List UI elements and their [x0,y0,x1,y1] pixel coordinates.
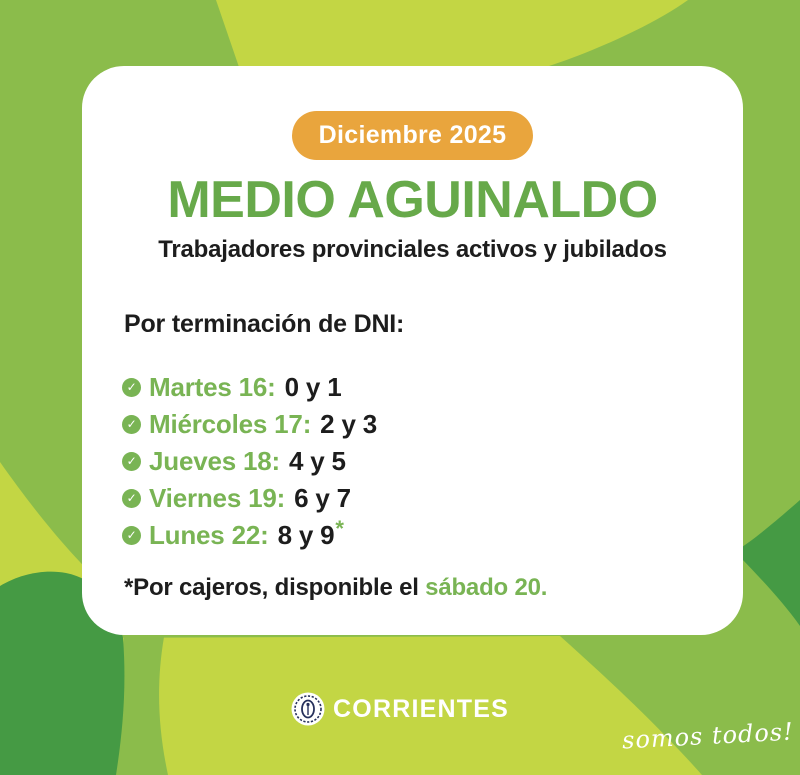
footnote-text: *Por cajeros, disponible el [124,574,426,601]
check-icon: ✓ [122,415,141,434]
page-title: MEDIO AGUINALDO [167,171,658,229]
digits-value: 8 y 9 [277,520,335,550]
date-badge: Diciembre 2025 [292,111,534,160]
digits-value: 2 y 3 [320,409,377,439]
schedule-item [122,369,743,406]
announcement-card [82,66,743,635]
footnote-highlight: sábado 20. [425,574,548,601]
day-label: Jueves 18: [149,446,280,476]
digits-value: 4 y 5 [288,446,346,476]
day-label: Martes 16: [149,372,276,402]
check-icon: ✓ [122,452,141,471]
day-label: Viernes 19: [149,483,286,513]
digits-value: 0 y 1 [284,372,342,402]
schedule-item [122,406,743,443]
schedule-item [122,480,743,517]
provincial-seal-icon [291,692,325,726]
check-icon: ✓ [122,526,141,545]
digits-value: 6 y 7 [294,483,351,513]
asterisk-mark: * [335,515,344,541]
section-heading: Por terminación de DNI: [124,310,405,338]
brand-tagline: somos todos! [621,717,795,755]
day-label: Lunes 22: [149,520,269,550]
footnote [124,574,743,602]
day-label: Miércoles 17: [149,409,312,439]
schedule-item [122,517,743,554]
check-icon: ✓ [122,489,141,508]
schedule-item [122,443,743,480]
check-icon: ✓ [122,378,141,397]
brand-name: CORRIENTES [333,694,509,723]
schedule-list [122,369,743,554]
date-badge-wrap [82,111,743,160]
subtitle: Trabajadores provinciales activos y jubilados [158,236,667,263]
brand-row [291,692,509,726]
footer-logo [0,692,800,755]
